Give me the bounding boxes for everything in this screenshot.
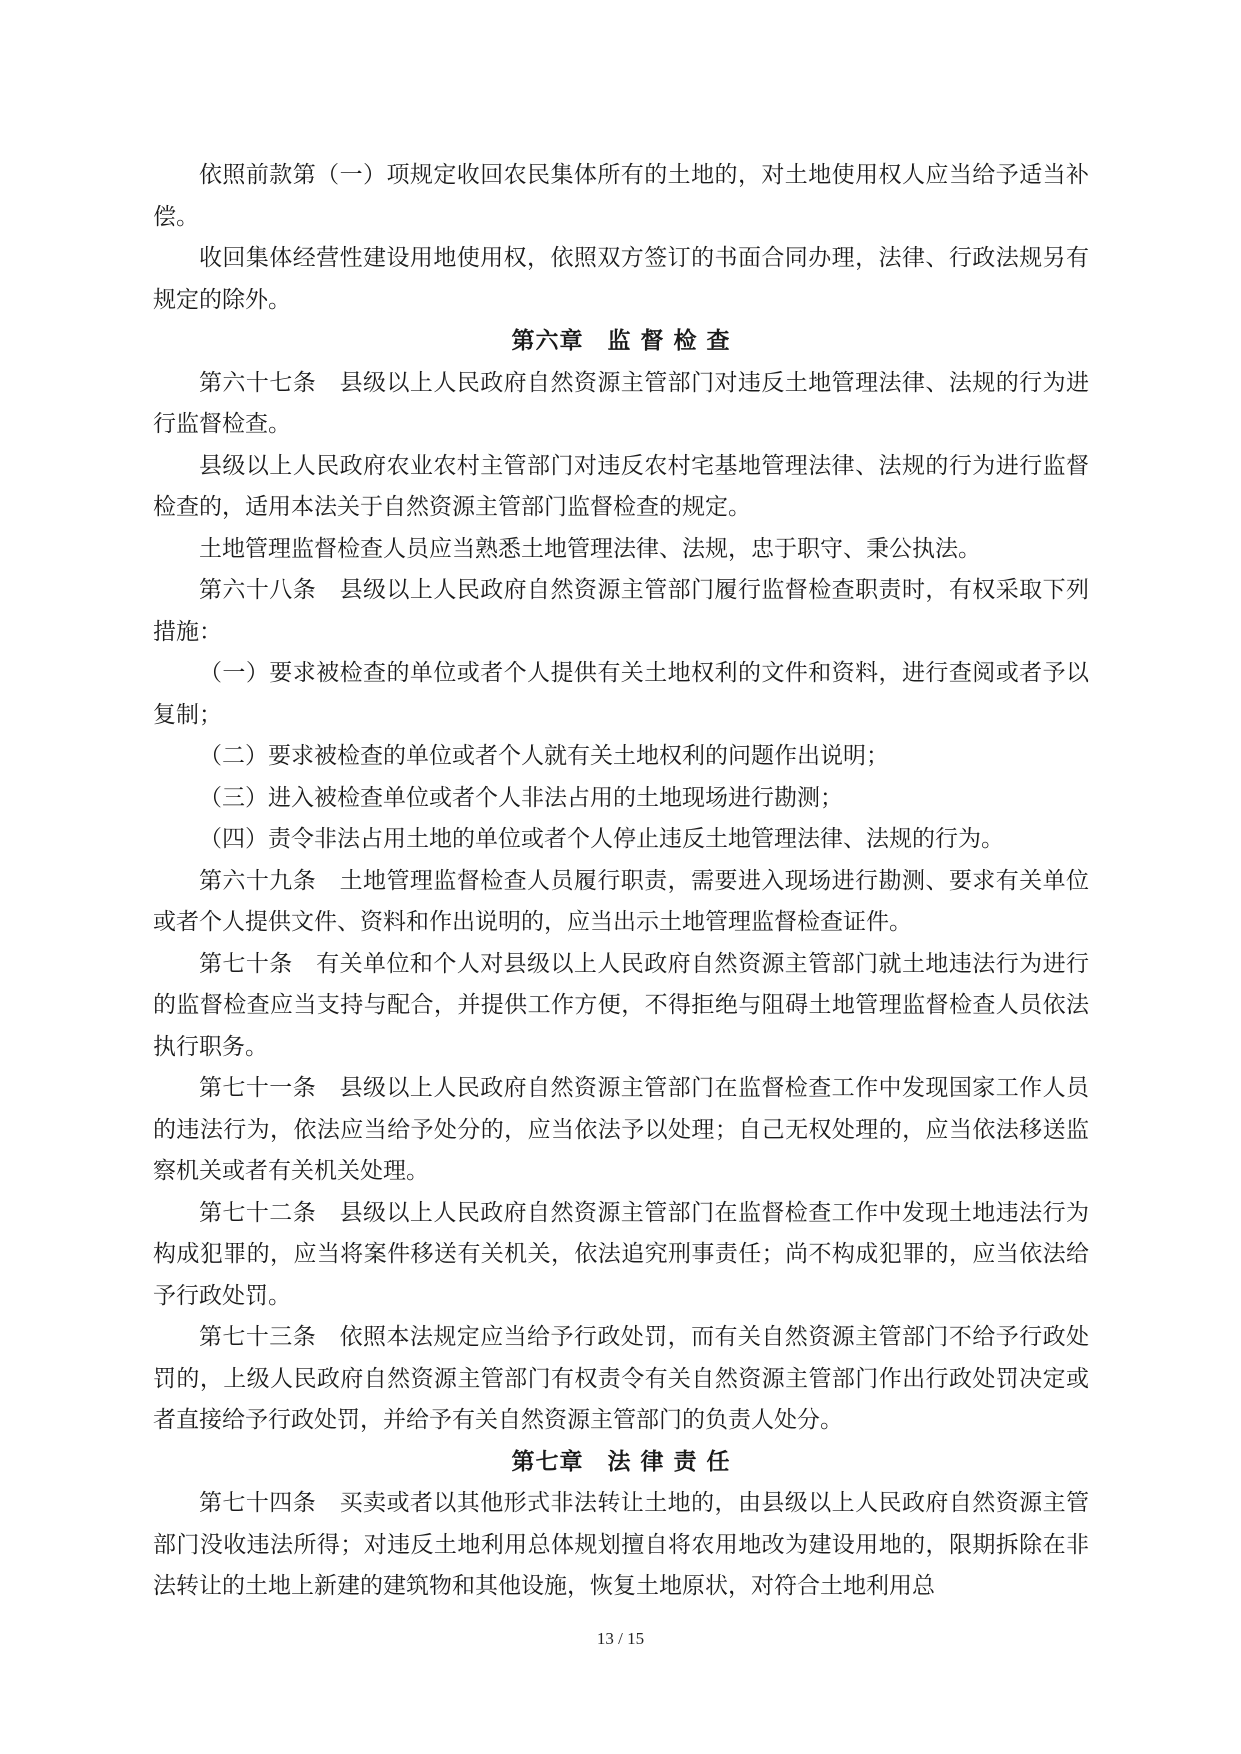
article-paragraph: 第七十二条 县级以上人民政府自然资源主管部门在监督检查工作中发现土地违法行为构成犯罪的，应当将案件移送有关机关，依法追究刑事责任；尚不构成犯罪的，应当依法给予行政处罚。	[153, 1199, 1089, 1309]
article-paragraph: 第七十一条 县级以上人民政府自然资源主管部门在监督检查工作中发现国家工作人员的违法行为，依法应当给予处分的，应当依法予以处理；自己无权处理的，应当依法移送监察机关或者有关机关处理。	[153, 1075, 1089, 1184]
document-body	[153, 155, 1089, 1608]
paragraph: 县级以上人民政府农业农村主管部门对违反农村宅基地管理法律、法规的行为进行监督检查的，适用本法关于自然资源主管部门监督检查的规定。	[153, 452, 1089, 520]
article-paragraph: 第六十七条 县级以上人民政府自然资源主管部门对违反土地管理法律、法规的行为进行监督检查。	[153, 369, 1089, 437]
page-number: 13 / 15	[596, 1629, 645, 1648]
article-paragraph: 第六十八条 县级以上人民政府自然资源主管部门履行监督检查职责时，有权采取下列措施：	[153, 577, 1089, 645]
list-item: （四）责令非法占用土地的单位或者个人停止违反土地管理法律、法规的行为。	[199, 826, 1004, 852]
list-item: （三）进入被检查单位或者个人非法占用的土地现场进行勘测；	[199, 784, 843, 811]
article-paragraph: 第六十九条 土地管理监督检查人员履行职责，需要进入现场进行勘测、要求有关单位或者个人提供文件、资料和作出说明的，应当出示土地管理监督检查证件。	[153, 867, 1089, 935]
chapter-heading: 第六章 监 督 检 查	[511, 328, 731, 354]
article-paragraph: 第七十三条 依照本法规定应当给予行政处罚，而有关自然资源主管部门不给予行政处罚的，上级人民政府自然资源主管部门有权责令有关自然资源主管部门作出行政处罚决定或者直接给予行政处罚，并给予有关自然资源主管部门的负责人处分。	[153, 1324, 1089, 1433]
chapter-heading: 第七章 法 律 责 任	[511, 1448, 731, 1475]
list-item: （一）要求被检查的单位或者个人提供有关土地权利的文件和资料，进行查阅或者予以复制；	[153, 660, 1089, 728]
paragraph: 土地管理监督检查人员应当熟悉土地管理法律、法规，忠于职守、秉公执法。	[199, 535, 981, 562]
article-paragraph: 第七十四条 买卖或者以其他形式非法转让土地的，由县级以上人民政府自然资源主管部门没收违法所得；对违反土地利用总体规划擅自将农用地改为建设用地的，限期拆除在非法转让的土地上新建的建筑物和其他设施，恢复土地原状，对符合土地利用总	[153, 1490, 1089, 1599]
article-paragraph: 第七十条 有关单位和个人对县级以上人民政府自然资源主管部门就土地违法行为进行的监督检查应当支持与配合，并提供工作方便，不得拒绝与阻碍土地管理监督检查人员依法执行职务。	[153, 950, 1089, 1060]
list-item: （二）要求被检查的单位或者个人就有关土地权利的问题作出说明；	[199, 743, 889, 769]
paragraph: 收回集体经营性建设用地使用权，依照双方签订的书面合同办理，法律、行政法规另有规定的除外。	[153, 245, 1089, 313]
paragraph: 依照前款第（一）项规定收回农民集体所有的土地的，对土地使用权人应当给予适当补偿。	[153, 162, 1089, 230]
